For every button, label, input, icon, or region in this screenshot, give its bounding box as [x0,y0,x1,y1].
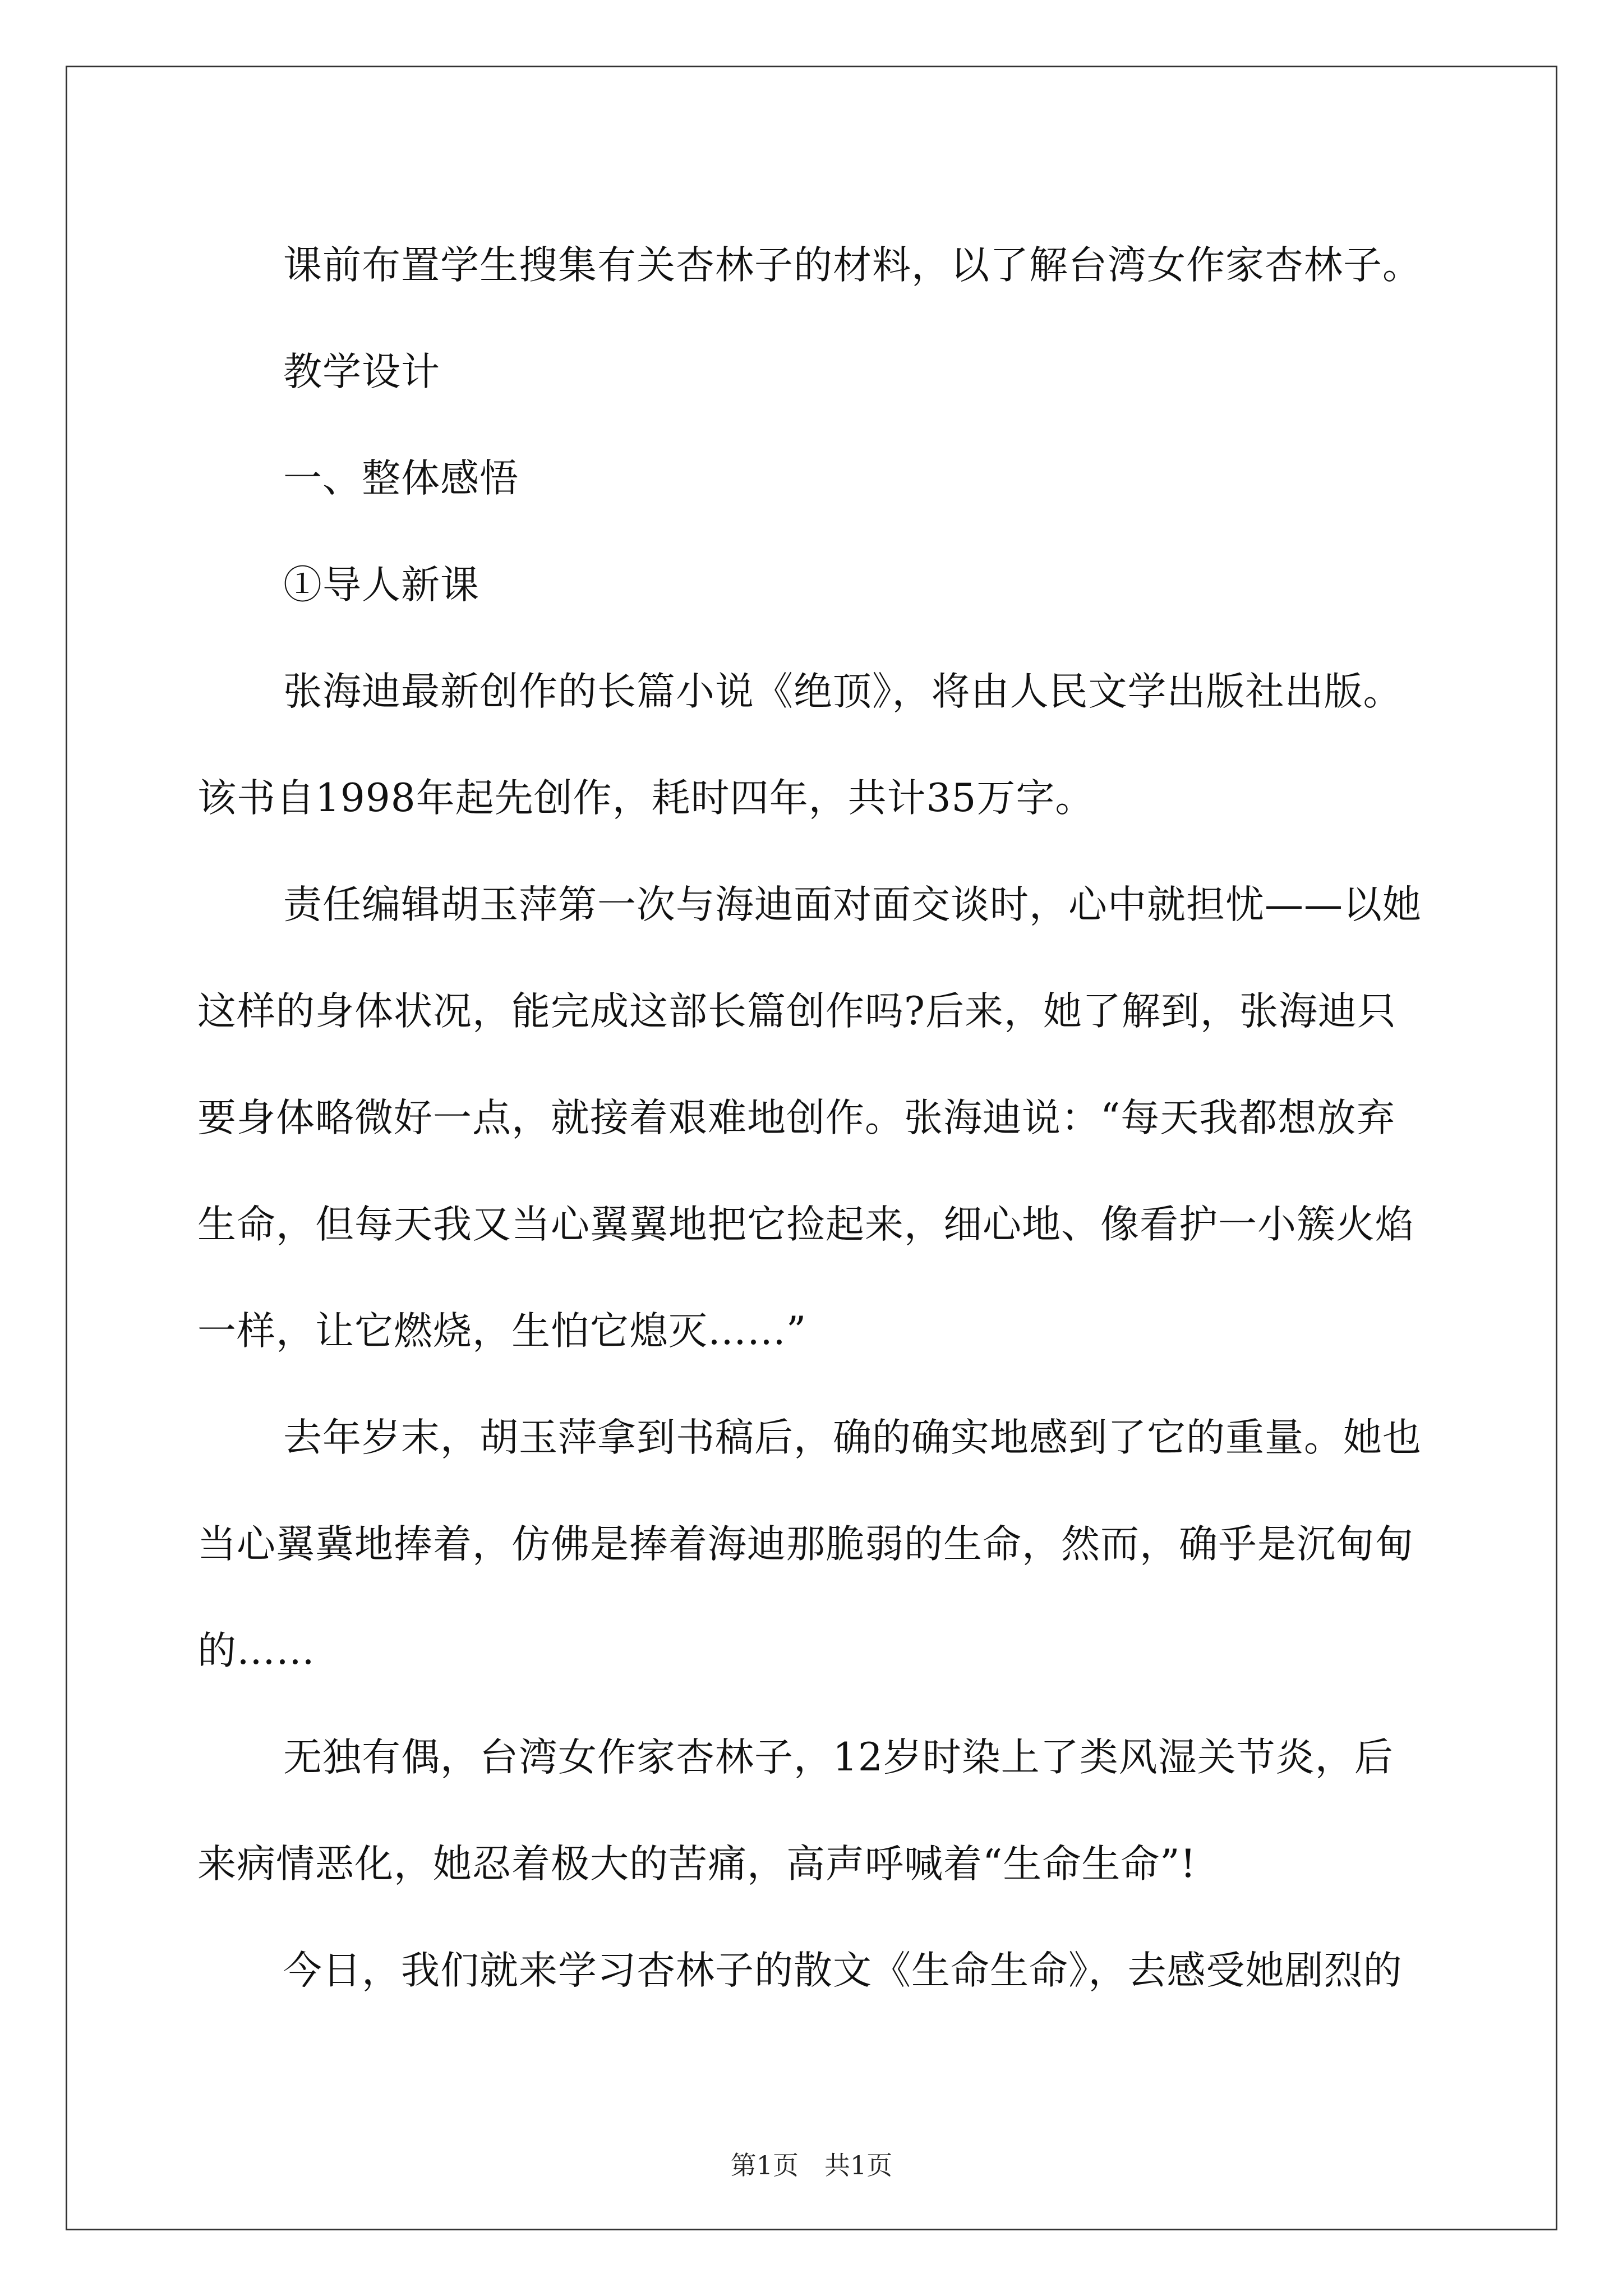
heading-overall-perception: 一、整体感悟 [283,456,519,501]
paragraph-xing-linzi: 无独有偶，台湾女作家杏林子，12岁时染上了类风湿关节炎，后来病情恶化，她忍着极大的苦痛，高声呼喊着“生命生命”! [197,1735,1394,1887]
heading-teaching-design: 教学设计 [283,349,440,394]
paragraph-today-lesson: 今日，我们就来学习杏林子的散文《生命生命》，去感受她剧烈的 [283,1948,1403,1993]
paragraph-manuscript-weight: 去年岁末，胡玉萍拿到书稿后，确的确实地感到了它的重量。她也当心翼冀地捧着，仿佛是捧着海迪那脆弱的生命，然而，确乎是沉甸甸的…… [197,1415,1422,1673]
paragraph-materials: 课前布置学生搜集有关杏林子的材料，以了解台湾女作家杏林子。 [283,243,1422,288]
page-footer: 第1页 共1页 [730,2150,893,2180]
paragraph-editor-worry: 责任编辑胡玉萍第一次与海迪面对面交谈时，心中就担忧——以她这样的身体状况，能完成这部长篇创作吗?后来，她了解到，张海迪只要身体略微好一点，就接着艰难地创作。张海迪说：“每天我都想放弃生命，但每天我又当心翼翼地把它捡起来，细心地、像看护一小簇火焰一样，让它燃烧，生怕它熄灭……” [197,882,1422,1354]
document-body [197,212,1426,2024]
heading-introduction: ①导人新课 [283,563,479,608]
paragraph-zhang-haidi-novel: 张海迪最新创作的长篇小说《绝顶》，将由人民文学出版社出版。该书自1998年起先创作，耗时四年，共计35万字。 [197,669,1403,821]
